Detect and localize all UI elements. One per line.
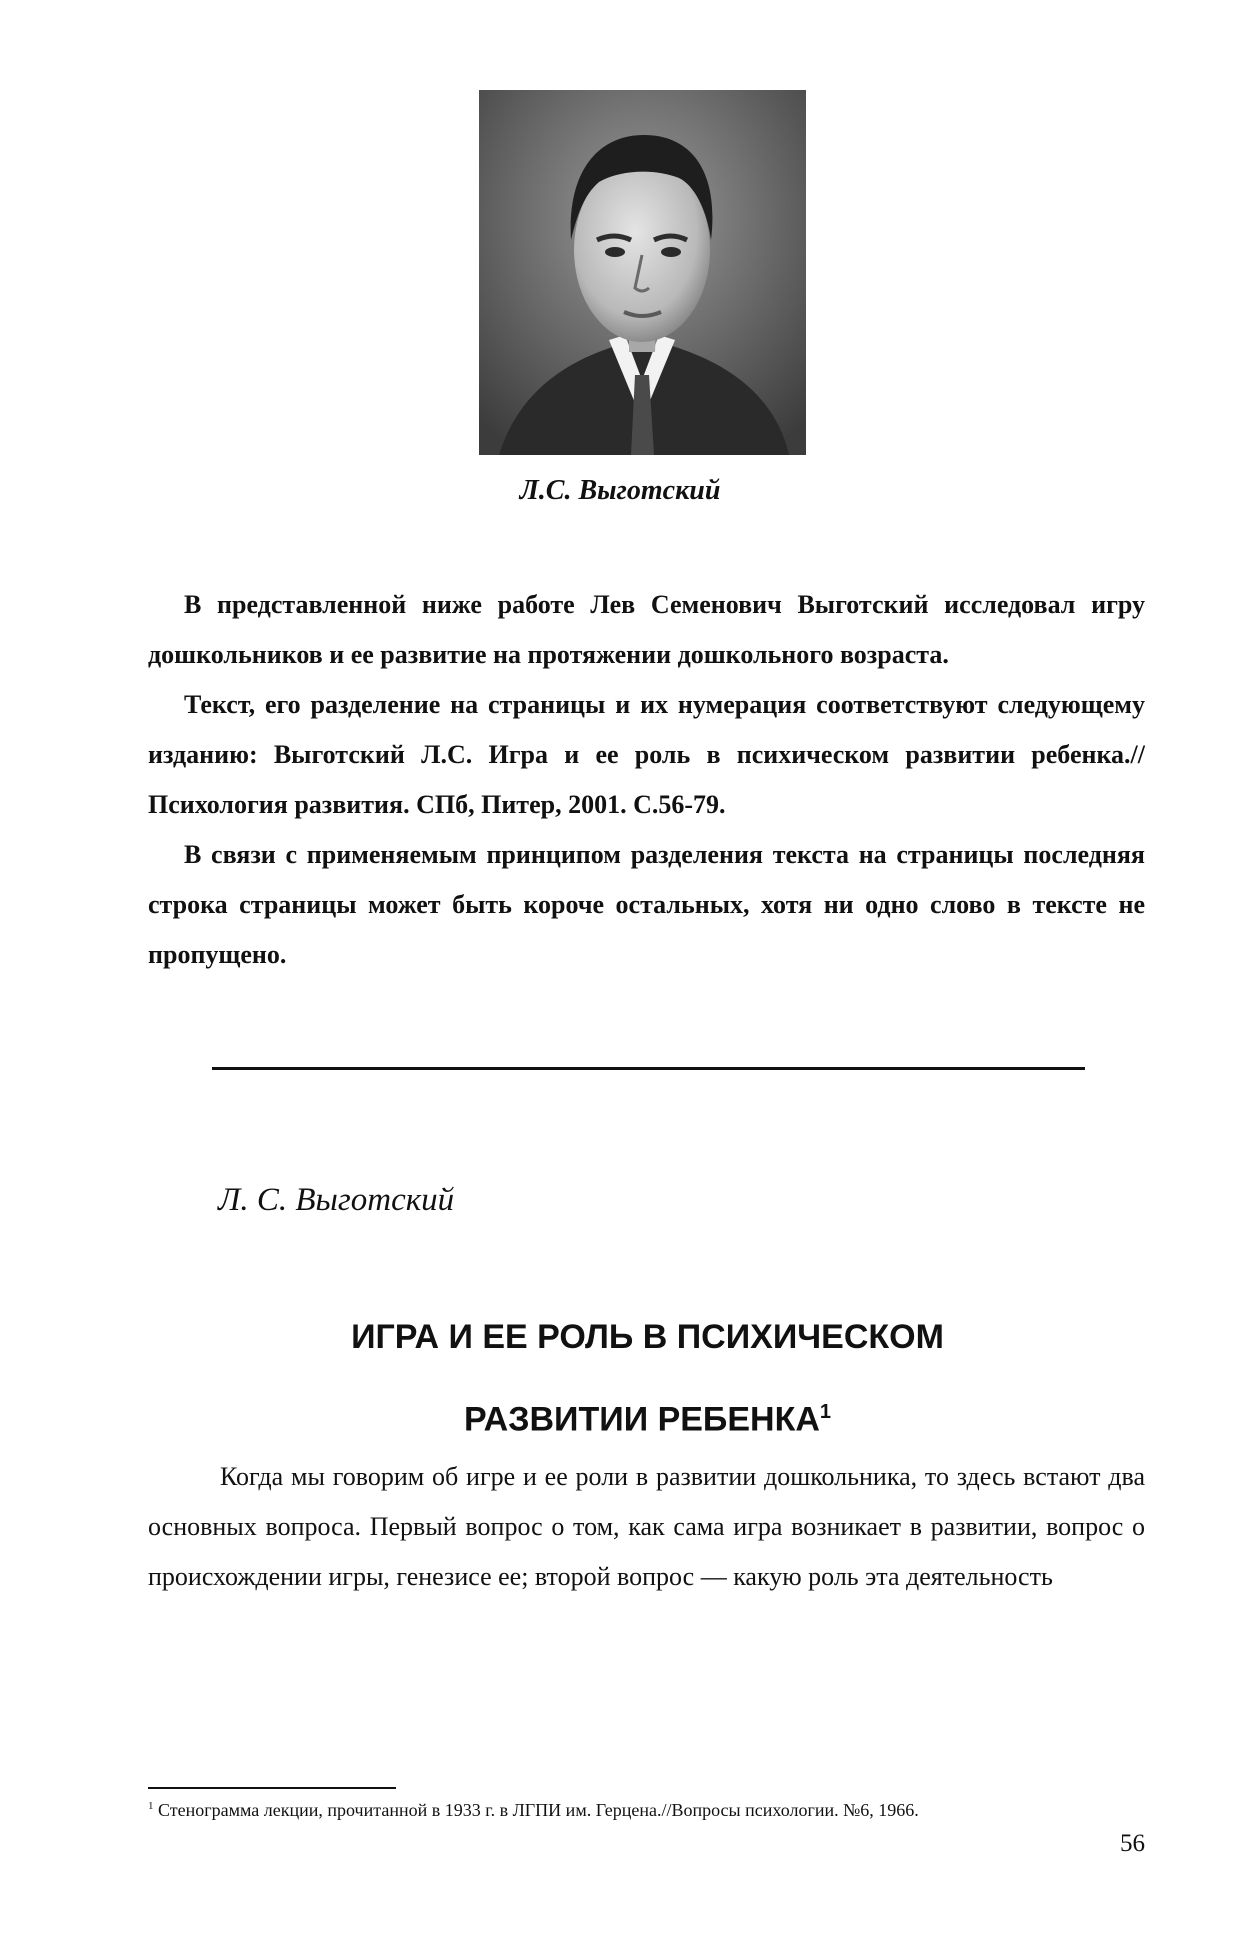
footnote-text: Стенограмма лекции, прочитанной в 1933 г. в ЛГПИ им. Герцена.//Вопросы психологии. №6, 1966. bbox=[153, 1800, 919, 1820]
article-author: Л. С. Выготский bbox=[218, 1182, 455, 1218]
footnote bbox=[148, 1794, 1145, 1822]
intro-paragraph: В связи с применяемым принципом разделения текста на страницы последняя строка страницы может быть короче остальных, хотя ни одно слово в тексте не пропущено. bbox=[148, 840, 1145, 969]
title-footnote-mark[interactable]: 1 bbox=[819, 1401, 832, 1423]
title-line-2 bbox=[0, 1375, 1240, 1457]
footnote-separator bbox=[148, 1787, 396, 1789]
title-line-1: ИГРА И ЕЕ РОЛЬ В ПСИХИЧЕСКОМ bbox=[351, 1318, 944, 1356]
section-divider bbox=[212, 1067, 1085, 1070]
portrait-photo bbox=[479, 90, 806, 455]
portrait-caption: Л.С. Выготский bbox=[519, 475, 721, 506]
intro-note bbox=[148, 580, 1145, 980]
page-number: 56 bbox=[1120, 1830, 1145, 1857]
title-line-2-text: РАЗВИТИИ РЕБЕНКА bbox=[463, 1400, 820, 1439]
intro-paragraph: Текст, его разделение на страницы и их нумерация соответствуют следующему изданию: Выготский Л.С. Игра и ее роль в психическом развитии ребенка.//Психология развития. СПб, Питер, 2001. С.56-79. bbox=[148, 690, 1145, 819]
body-paragraph: Когда мы говорим об игре и ее роли в развитии дошкольника, то здесь встают два основных вопроса. Первый вопрос о том, как сама игра возникает в развитии, вопрос о происхождении игры, генезисе ее; второй вопрос — какую роль эта деятельность bbox=[148, 1462, 1145, 1591]
portrait-illustration bbox=[479, 90, 806, 455]
article-title bbox=[0, 1300, 1240, 1457]
article-body bbox=[148, 1452, 1145, 1602]
footnote-mark: 1 bbox=[148, 1800, 154, 1812]
intro-paragraph: В представленной ниже работе Лев Семенович Выготский исследовал игру дошкольников и ее развитие на протяжении дошкольного возраста. bbox=[148, 590, 1145, 669]
